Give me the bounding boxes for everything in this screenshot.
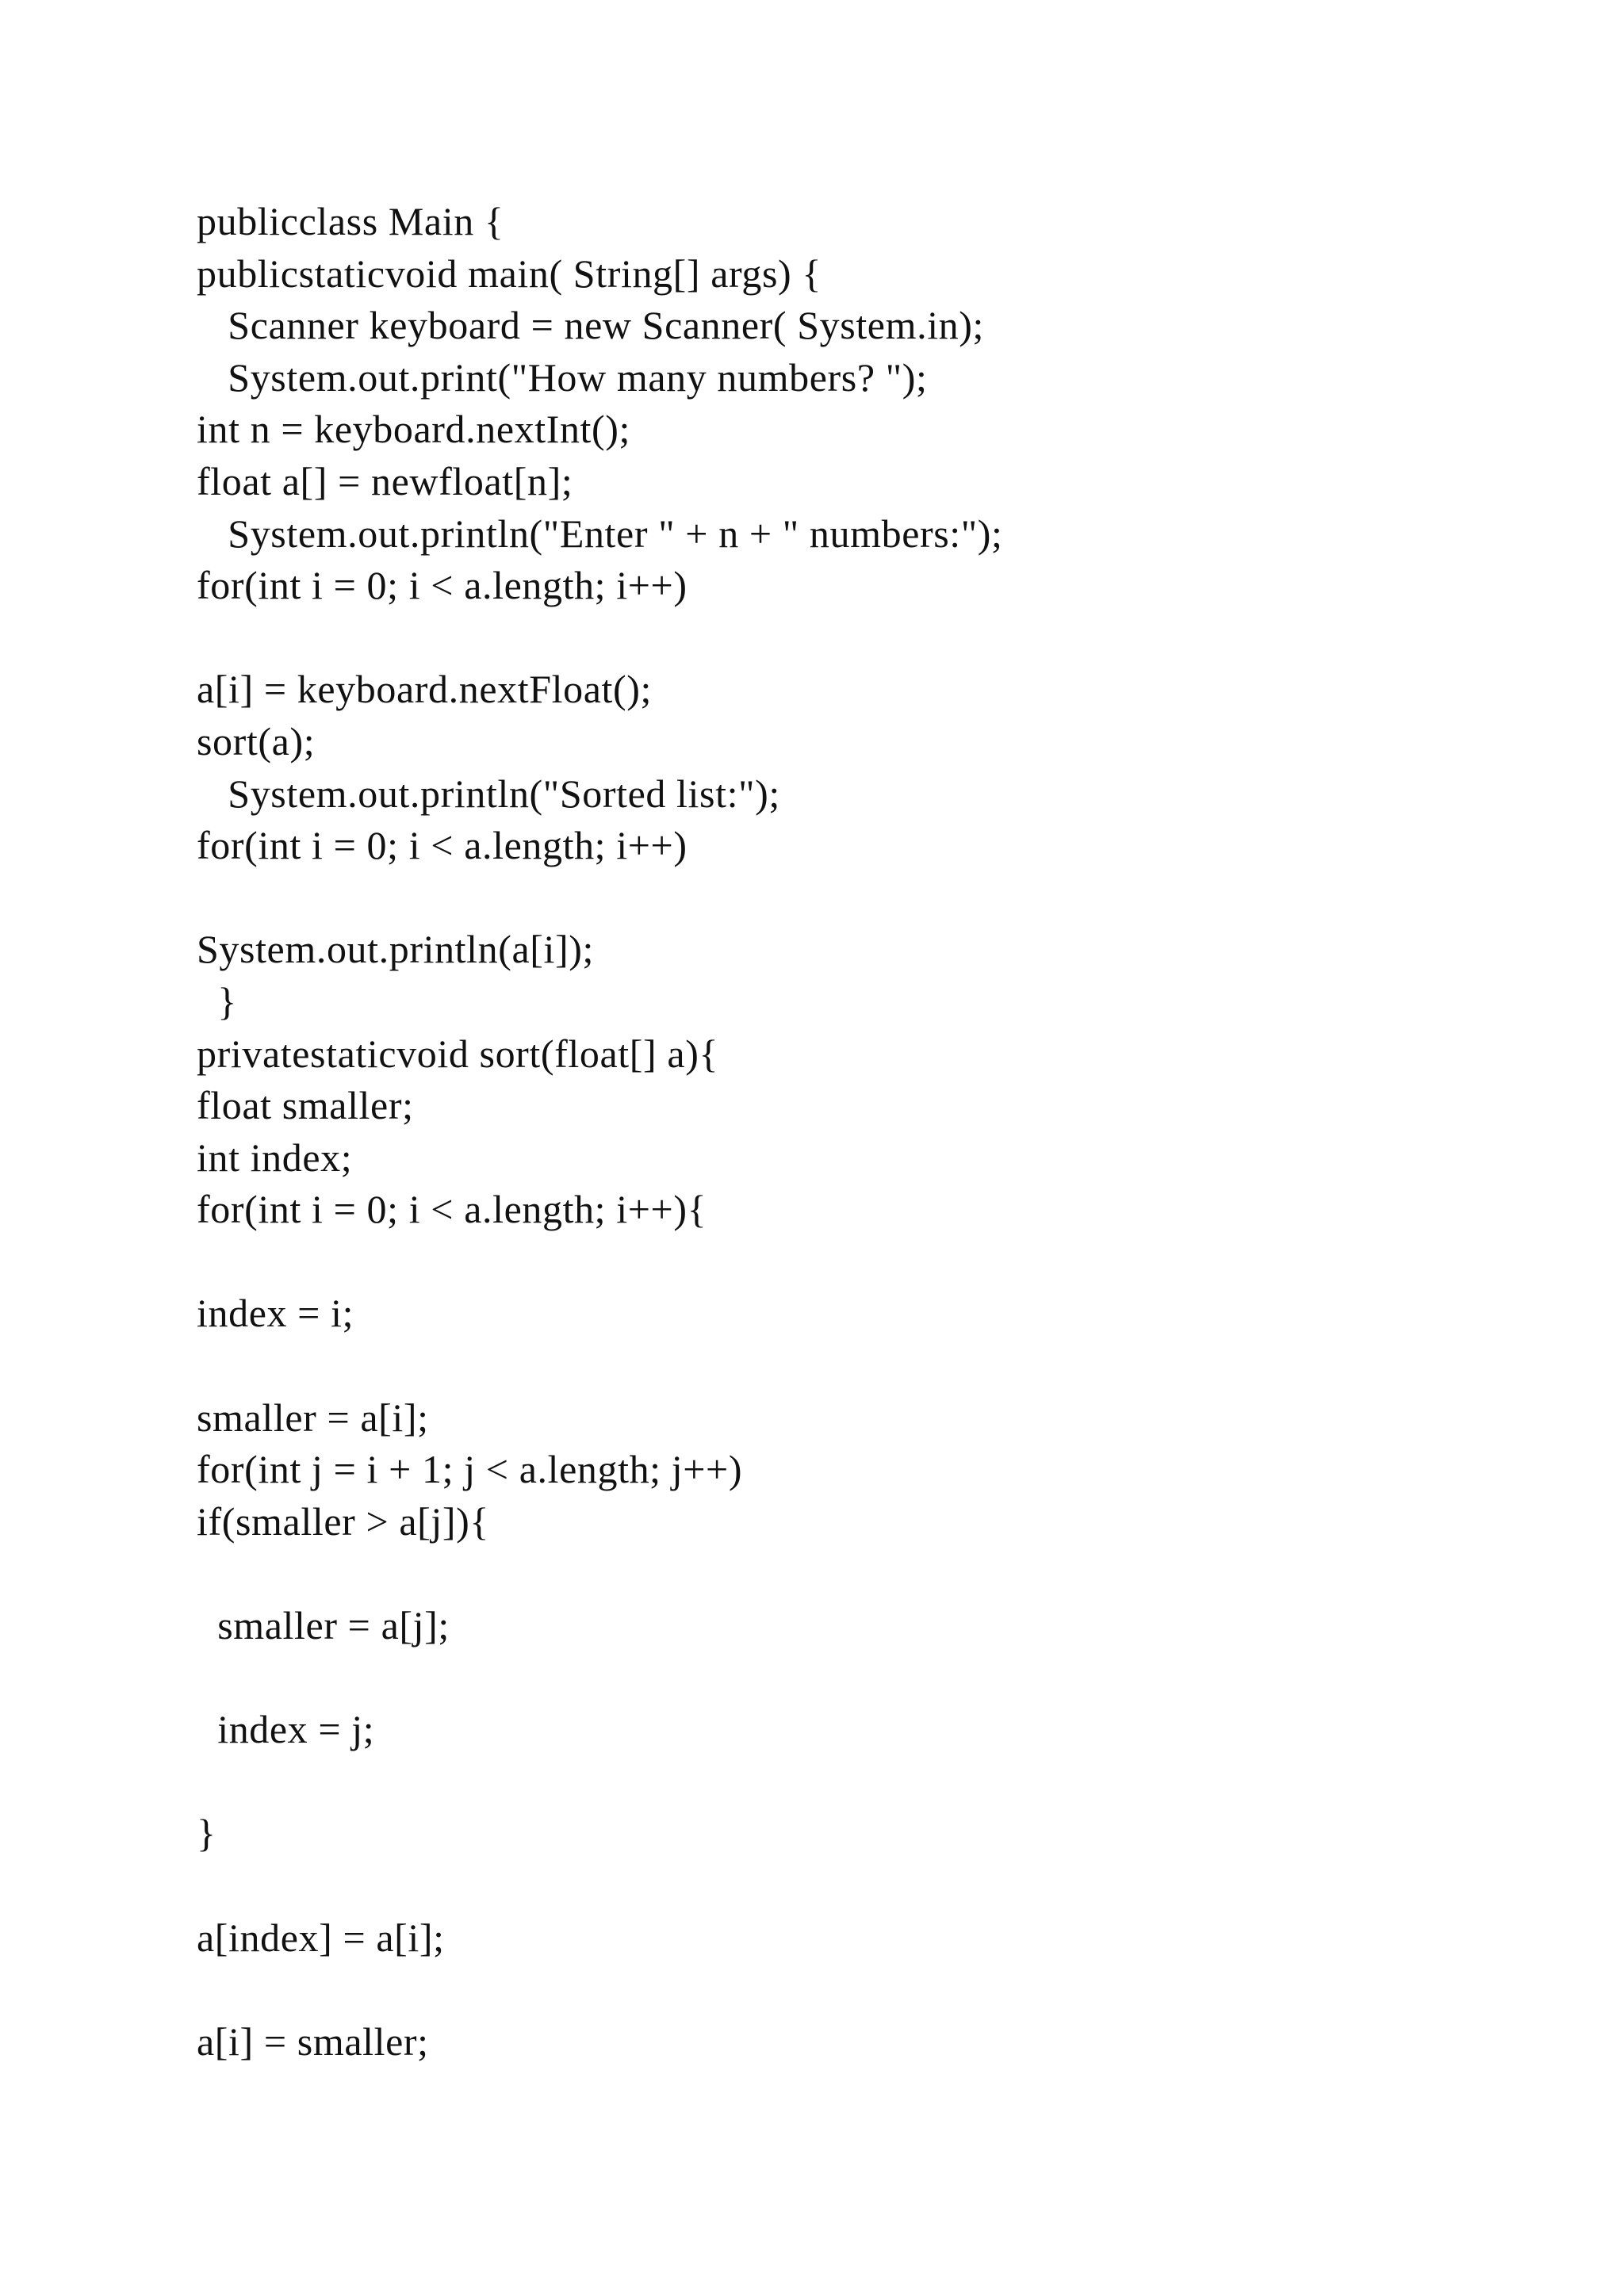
blank-line bbox=[197, 1236, 1545, 1288]
code-line: int n = keyboard.nextInt(); bbox=[197, 407, 631, 452]
code-line: System.out.println("Enter " + n + " numbers:"); bbox=[197, 511, 1003, 556]
code-line: System.out.print("How many numbers? "); bbox=[197, 354, 928, 400]
code-line: a[i] = smaller; bbox=[197, 2019, 429, 2064]
code-line: float a[] = newfloat[n]; bbox=[197, 458, 573, 503]
code-line: for(int j = i + 1; j < a.length; j++) bbox=[197, 1447, 743, 1492]
code-line: publicstaticvoid main( String[] args) { bbox=[197, 251, 822, 296]
code-line: System.out.println("Sorted list:"); bbox=[197, 771, 780, 816]
code-line: privatestaticvoid sort(float[] a){ bbox=[197, 1031, 719, 1076]
blank-line bbox=[197, 612, 1545, 664]
code-line: index = j; bbox=[197, 1707, 375, 1752]
blank-line bbox=[197, 1964, 1545, 2016]
blank-line bbox=[197, 1860, 1545, 1912]
code-line: a[i] = keyboard.nextFloat(); bbox=[197, 667, 652, 712]
blank-line bbox=[197, 872, 1545, 924]
code-line: index = i; bbox=[197, 1291, 354, 1336]
code-line: for(int i = 0; i < a.length; i++) bbox=[197, 563, 688, 608]
code-line: smaller = a[j]; bbox=[197, 1603, 450, 1648]
blank-line bbox=[197, 1548, 1545, 1600]
code-line: System.out.println(a[i]); bbox=[197, 927, 595, 972]
blank-line bbox=[197, 1652, 1545, 1705]
blank-line bbox=[197, 1340, 1545, 1392]
code-line: if(smaller > a[j]){ bbox=[197, 1498, 489, 1544]
code-listing bbox=[197, 196, 1545, 2068]
code-line: smaller = a[i]; bbox=[197, 1395, 429, 1440]
code-line: } bbox=[197, 978, 237, 1024]
code-line: float smaller; bbox=[197, 1083, 414, 1128]
code-line: for(int i = 0; i < a.length; i++) bbox=[197, 823, 688, 868]
code-line: Scanner keyboard = new Scanner( System.in); bbox=[197, 303, 985, 348]
code-line: a[index] = a[i]; bbox=[197, 1915, 445, 1960]
code-line: } bbox=[197, 1811, 216, 1856]
code-line: for(int i = 0; i < a.length; i++){ bbox=[197, 1187, 707, 1232]
code-line: int index; bbox=[197, 1135, 353, 1180]
blank-line bbox=[197, 1756, 1545, 1808]
code-line: sort(a); bbox=[197, 718, 316, 763]
code-line: publicclass Main { bbox=[197, 199, 504, 243]
